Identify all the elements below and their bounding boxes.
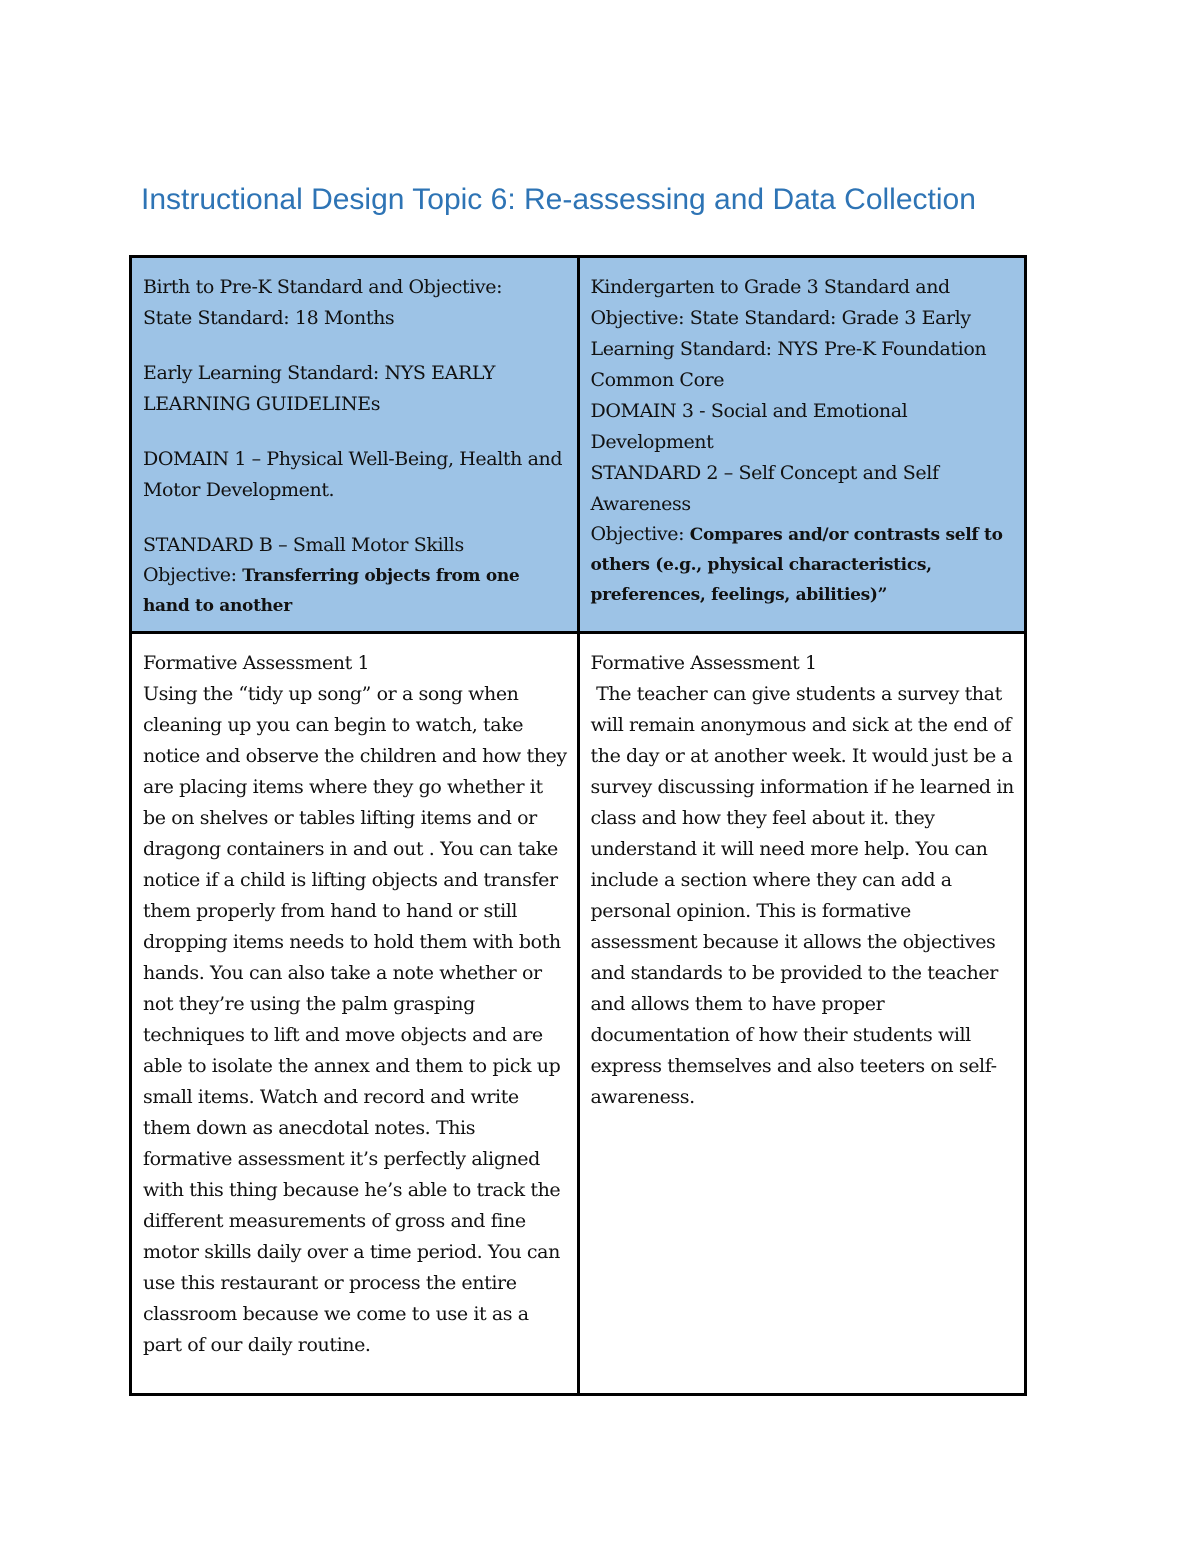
objective-label: Objective: [143,564,243,586]
domain-1: DOMAIN 1 – Physical Well-Being, Health and Motor Development. [143,448,563,501]
early-learning-standard: Early Learning Standard: NYS EARLY LEARNING GUIDELINEs [143,362,496,415]
standard-b: STANDARD B – Small Motor Skills [143,534,464,556]
k-grade3-standard-cell [578,257,1026,633]
left-assessment-body: Using the “tidy up song” or a song when cleaning up you can begin to watch, take notice and observe the children and how they are placing items where they go whether it be on shelves or tables lifting items and or dragong containers in and out . You can take notice if a child is lifting objects and transfer them properly from hand to hand or still dropping items needs to hold them with both hands. You can also take a note whether or not they’re using the palm grasping techniques to lift and move objects and are able to isolate the annex and them to pick up small items. Watch and record and write them down as anecdotal notes. This formative assessment it’s perfectly aligned with this thing because he’s able to track the different measurements of gross and fine motor skills daily over a time period. You can use this restaurant or process the entire classroom because we come to use it as a part of our daily routine. [143,683,567,1356]
objective-text: Transferring objects from one hand to another [143,566,520,616]
objective-label: Objective: [590,523,690,545]
state-standard-18-months: State Standard: 18 Months [143,307,395,329]
domain-3: DOMAIN 3 - Social and Emotional Development [590,400,908,453]
k-grade3-heading: Kindergarten to Grade 3 Standard and Objective: State Standard: Grade 3 Early Learning Standard: NYS Pre-K Foundation Common Core [590,276,987,391]
birth-prek-standard-cell [131,257,579,633]
right-assessment-heading: Formative Assessment 1 [590,652,817,674]
left-assessment-cell [131,633,579,1395]
standards-row [131,257,1026,633]
right-assessment-body: The teacher can give students a survey that will remain anonymous and sick at the end of the day or at another week. It would just be a survey discussing information if he learned in class and how they feel about it. they understand it will need more help. You can include a section where they can add a personal opinion. This is formative assessment because it allows the objectives and standards to be provided to the teacher and allows them to have proper documentation of how their students will express themselves and also teeters on self-awareness. [590,683,1020,1108]
page-title: Instructional Design Topic 6: Re-assessing and Data Collection [141,183,976,216]
assessment-row [131,633,1026,1395]
objective-right [591,520,1017,610]
objective-text: Compares and/or contrasts self to others (e.g., physical characteristics, preferences, feelings, abilities)” [590,525,1003,605]
standard-2: STANDARD 2 – Self Concept and Self Awareness [590,462,939,515]
standards-table [129,255,1027,1396]
objective-left [143,561,569,621]
left-assessment-heading: Formative Assessment 1 [143,652,370,674]
birth-prek-heading: Birth to Pre-K Standard and Objective: [143,276,503,298]
right-assessment-cell [578,633,1026,1395]
